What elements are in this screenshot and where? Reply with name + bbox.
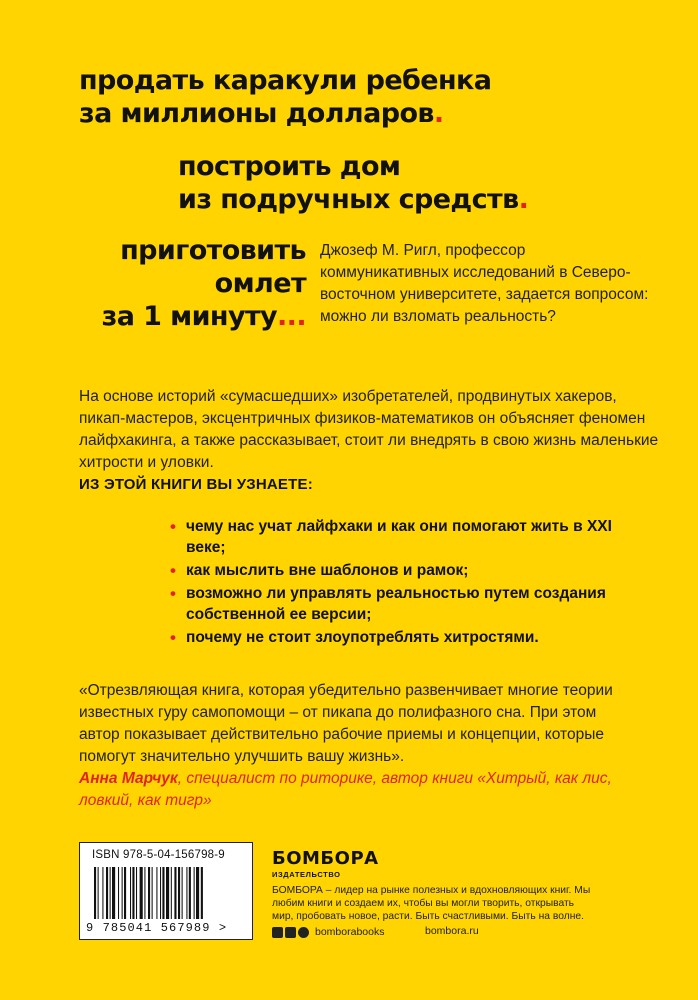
headline-line: приготовить — [120, 235, 306, 266]
vk-icon[interactable] — [285, 927, 296, 938]
publisher-description: БОМБОРА – лидер на рынке полезных и вдохновляющих книг. Мы любим книги и создаем их, чтобы вы могли творить, открывать мир, пробовать новое, расти. Быть счастливыми. Быть на волне. — [272, 885, 591, 922]
author-name: Анна Марчук — [79, 770, 178, 787]
headline-line: из подручных средств. — [178, 184, 529, 215]
bullet-dot: • — [170, 561, 176, 580]
quote-author — [79, 768, 619, 812]
headline-build-house — [178, 150, 528, 216]
barcode-bar — [124, 867, 126, 919]
headline-line: построить дом — [178, 151, 401, 182]
barcode-bar — [182, 867, 183, 919]
barcode-bar — [174, 867, 176, 919]
list-item-text: как мыслить вне шаблонов и рамок; — [186, 562, 469, 579]
barcode-bar — [148, 867, 150, 919]
list-item — [170, 560, 630, 581]
barcode-bar — [140, 867, 143, 919]
author-title: , специалист по риторике, автор книги «Хитрый, как лис, ловкий, как тигр» — [79, 770, 612, 809]
barcode-bar — [160, 867, 161, 919]
red-period: . — [518, 184, 529, 215]
barcode-bar — [98, 867, 99, 919]
headline-line: продать каракули ребенка — [79, 65, 492, 96]
barcode-bar — [118, 867, 119, 919]
barcode-bar — [112, 867, 115, 919]
bullet-dot: • — [170, 628, 176, 647]
headline-line: за 1 минуту... — [101, 301, 306, 332]
review-quote: «Отрезвляющая книга, которая убедительно развенчивает многие теории известных гуру самопомощи – от пикапа до полифазного сна. При этом автор показывает действительно рабочие приемы и концепции, которые помогут значительно улучшить вашу жизнь». — [79, 682, 613, 765]
barcode-bar — [110, 867, 111, 919]
list-item-text: почему не стоит злоупотреблять хитростями. — [186, 629, 539, 646]
author-intro: Джозеф М. Ригл, профессор коммуникативных исследований в Северо-восточном университете, задается вопросом: можно ли взломать реальность? — [320, 242, 649, 325]
learn-section-title: ИЗ ЭТОЙ КНИГИ ВЫ УЗНАЕТЕ: — [79, 476, 313, 493]
barcode-bar — [136, 867, 137, 919]
headline-cook-omelet — [64, 234, 306, 333]
barcode-bar — [94, 867, 96, 919]
barcode-bar — [194, 867, 195, 919]
barcode-bar — [196, 867, 199, 919]
headline-sell-doodles — [79, 64, 491, 130]
list-item — [170, 583, 630, 625]
publisher-website[interactable]: bombora.ru — [425, 925, 479, 937]
barcode-icon — [92, 867, 240, 921]
barcode-bar — [102, 867, 103, 919]
social-handle[interactable]: bomborabooks — [315, 926, 385, 938]
barcode-block — [79, 842, 253, 940]
barcode-bar — [152, 867, 153, 919]
description-paragraph: На основе историй «сумасшедших» изобретателей, продвинутых хакеров, пикап-мастеров, эксцентричных физиков-математиков он объясняет феномен лайфхакинга, а также рассказывает, стоит ли внедрять в свою жизнь маленькие хитрости и уловки. — [79, 388, 659, 471]
list-item-text: чему нас учат лайфхаки и как они помогают жить в XXI веке; — [186, 518, 612, 556]
barcode-bar — [144, 867, 145, 919]
bullet-dot: • — [170, 584, 176, 603]
barcode-bar — [162, 867, 164, 919]
barcode-bar — [122, 867, 123, 919]
isbn-number: ISBN 978-5-04-156798-9 — [92, 849, 225, 861]
barcode-bar — [189, 867, 191, 919]
barcode-bar — [186, 867, 187, 919]
barcode-bar — [156, 867, 157, 919]
publisher-logo: БОМБОРА — [272, 848, 379, 869]
bullet-dot: • — [170, 517, 176, 536]
social-links — [272, 925, 384, 939]
barcode-bar — [130, 867, 131, 919]
barcode-bar — [171, 867, 172, 919]
barcode-digits: 9 785041 567989 > — [86, 921, 228, 935]
barcode-bar — [178, 867, 180, 919]
red-period: . — [433, 98, 444, 129]
publisher-subtitle: ИЗДАТЕЛЬСТВО — [272, 870, 341, 879]
barcode-bar — [201, 867, 203, 919]
learn-bullet-list — [170, 516, 630, 650]
barcode-bar — [106, 867, 108, 919]
barcode-bar — [166, 867, 169, 919]
list-item — [170, 627, 630, 648]
red-ellipsis: ... — [277, 301, 306, 332]
list-item-text: возможно ли управлять реальностью путем создания собственной ее версии; — [186, 585, 606, 623]
headline-line: за миллионы долларов. — [79, 98, 444, 129]
barcode-bar — [132, 867, 134, 919]
instagram-icon[interactable] — [298, 927, 309, 938]
headline-line: омлет — [214, 268, 306, 299]
list-item — [170, 516, 630, 558]
facebook-icon[interactable] — [272, 927, 283, 938]
